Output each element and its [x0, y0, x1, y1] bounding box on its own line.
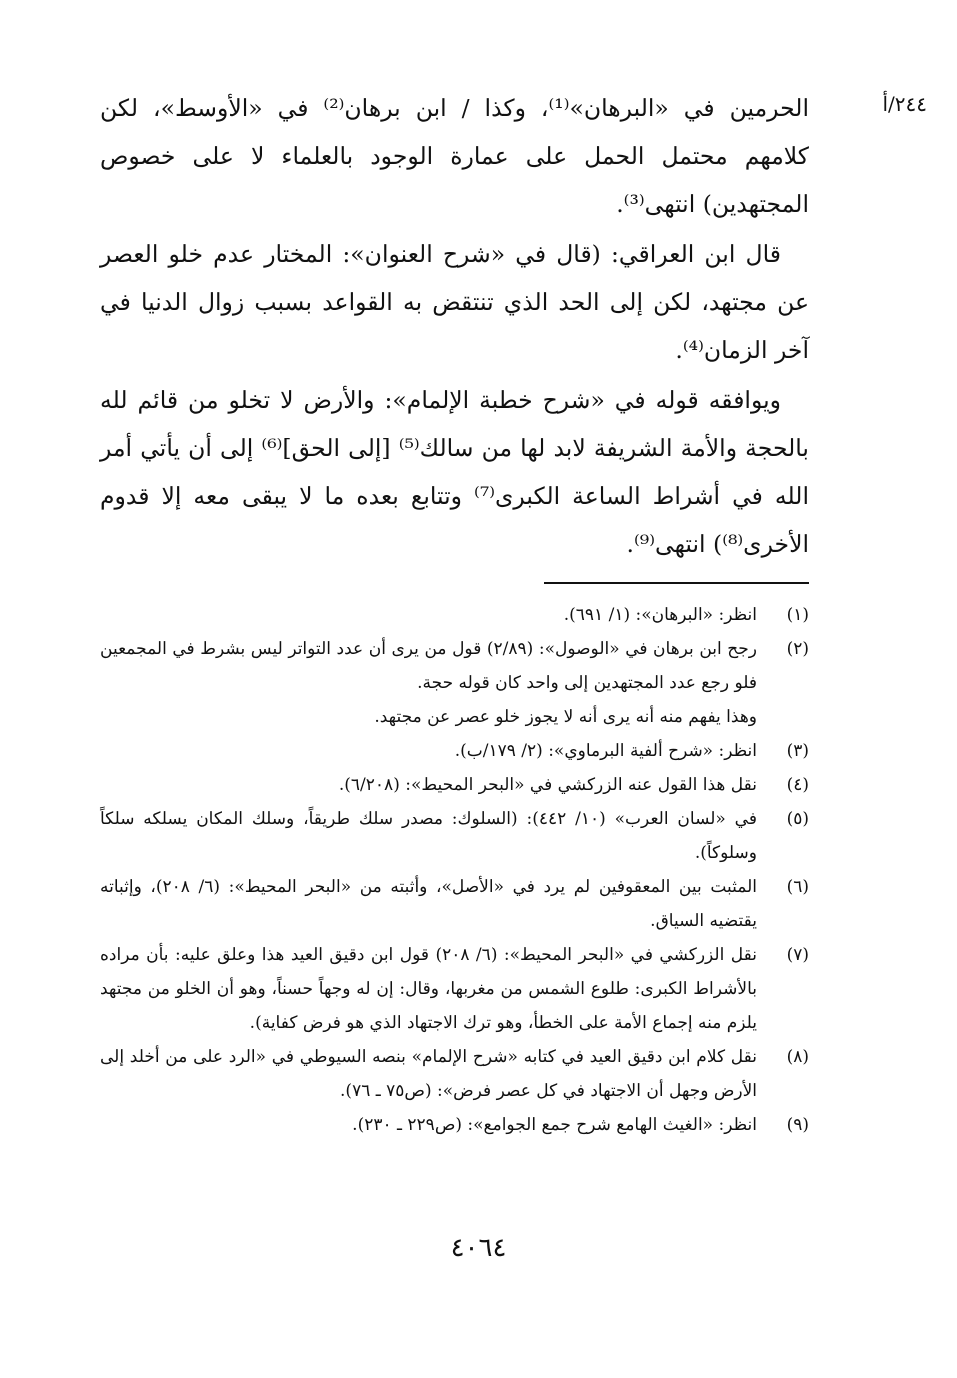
footnote-number: (٣)	[786, 741, 809, 761]
footnote	[100, 632, 809, 734]
margin-folio-reference: ٢٤٤/أ	[882, 92, 927, 116]
footnotes	[100, 598, 809, 1142]
footnote-number: (٤)	[786, 775, 809, 795]
footnote-number: (١)	[786, 605, 809, 625]
page-number: ٤٠٦٤	[450, 1233, 507, 1263]
footnote-text: انظر: «الغيث الهامع شرح جمع الجوامع»: (ص٢٢٩ ـ ٢٣٠).	[352, 1115, 757, 1135]
footnote-separator	[544, 582, 809, 584]
footnote-text: نقل الزركشي في «البحر المحيط»: (٦/ ٢٠٨) قول ابن دقيق العيد هذا وعلق عليه: بأن مراده بالأشراط الكبرى: طلوع الشمس من مغربها، وقال: إن له وجهاً حسناً، وهو أن الخلو من مجتهد يلزم منه إجماع الأمة على الخطأ، وهو ترك الاجتهاد الذي هو فرض كفاية).	[100, 945, 757, 1033]
main-paragraph: ويوافقه قوله في «شرح خطبة الإلمام»: والأرض لا تخلو من قائم لله بالحجة والأمة الشريفة لابد لها من سالك⁽⁵⁾ [إلى الحق]⁽⁶⁾ إلى أن يأتي أمر الله في أشراط الساعة الكبرى⁽⁷⁾ وتتابع بعده ما لا يبقى معه إلا قدوم الأخرى⁽⁸⁾) انتهى⁽⁹⁾.	[100, 386, 809, 558]
footnote	[100, 802, 809, 870]
footnote-text: انظر: «شرح ألفية البرماوي»: (٢/ ١٧٩/ب).	[454, 741, 757, 761]
footnote-text: رجح ابن برهان في «الوصول»: (٢/٨٩) قول من يرى أن عدد التواتر ليس بشرط في المجمعين فلو رجع عدد المجتهدين إلى واحد كان قوله حجة.	[100, 639, 757, 693]
footnote-number: (٥)	[786, 809, 809, 829]
footnote	[100, 1040, 809, 1108]
footnote-text: نقل كلام ابن دقيق العيد في كتابه «شرح الإلمام» بنصه السيوطي في «الرد على من أخلد إلى الأرض وجهل أن الاجتهاد في كل عصر فرض»: (ص٧٥ ـ ٧٦).	[100, 1047, 757, 1101]
footnote-number: (٢)	[786, 639, 809, 659]
footnote	[100, 870, 809, 938]
footnote-text: وهذا يفهم منه أنه يرى أنه لا يجوز خلو عصر عن مجتهد.	[374, 707, 757, 727]
footnote-text: المثبت بين المعقوفين لم يرد في «الأصل»، وأثبته من «البحر المحيط»: (٦/ ٢٠٨)، وإثباته يقتضيه السياق.	[100, 877, 757, 931]
footnote	[100, 768, 809, 802]
footnote-number: (٦)	[786, 877, 809, 897]
footnote	[100, 598, 809, 632]
main-text	[100, 84, 809, 570]
footnote-number: (٨)	[786, 1047, 809, 1067]
footnote-text: نقل هذا القول عنه الزركشي في «البحر المحيط»: (٦/٢٠٨).	[338, 775, 757, 795]
main-paragraph: قال ابن العراقي: (قال في «شرح العنوان»: المختار عدم خلو العصر عن مجتهد، لكن إلى الحد الذي تنتقض به القواعد بسبب زوال الدنيا في آخر الزمان⁽⁴⁾.	[100, 240, 809, 364]
footnote-number: (٩)	[786, 1115, 809, 1135]
footnote-text: انظر: «البرهان»: (١/ ٦٩١).	[563, 605, 757, 625]
footnote	[100, 1108, 809, 1142]
footnote-number: (٧)	[786, 945, 809, 965]
footnote	[100, 938, 809, 1040]
footnote	[100, 734, 809, 768]
main-paragraph: الحرمين في «البرهان»⁽¹⁾، وكذا / ابن برهان⁽²⁾ في «الأوسط»، لكن كلامهم محتمل الحمل على عمارة الوجود بالعلماء لا على خصوص المجتهدين) انتهى⁽³⁾.	[100, 94, 809, 218]
footnote-text: في «لسان العرب» (١٠/ ٤٤٢): (السلوك: مصدر سلك طريقاً، وسلك المكان يسلكه سلكاً وسلوكاً).	[100, 809, 757, 863]
